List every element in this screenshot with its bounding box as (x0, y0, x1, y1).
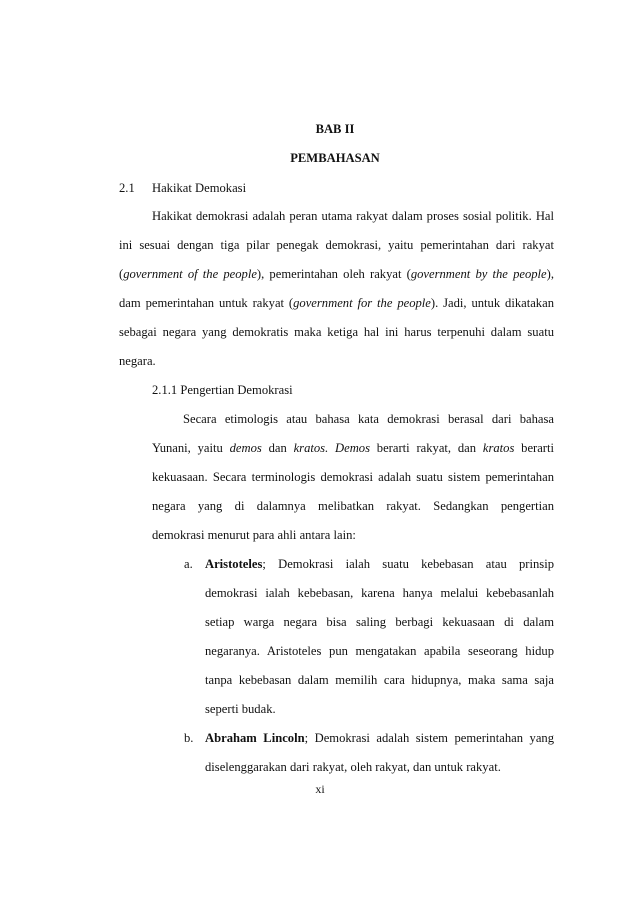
list-item-line: seperti budak. (205, 702, 276, 716)
list-item-line: diselenggarakan dari rakyat, oleh rakyat, dan untuk rakyat. (205, 760, 501, 774)
italic-phrase: government of the people (123, 267, 257, 281)
italic-phrase: government by the people (410, 267, 547, 281)
chapter-label: BAB II (315, 122, 355, 136)
paragraph-line: ini sesuai dengan tiga pilar penegak demokrasi, yaitu pemerintahan dari rakyat (119, 238, 554, 252)
list-item: Abraham Lincoln; Demokrasi adalah sistem pemerintahan yang (205, 731, 555, 745)
italic-phrase: demos (229, 441, 262, 455)
chapter-title: PEMBAHASAN (290, 151, 380, 165)
page-number: xi (315, 782, 325, 796)
paragraph-line: sebagai negara yang demokratis maka ketiga hal ini harus terpenuhi dalam suatu (119, 325, 554, 339)
list-marker: b. (184, 731, 194, 745)
list-item-line: demokrasi ialah kebebasan, karena hanya melalui kebebasanlah (205, 586, 554, 600)
paragraph-line: (government of the people), pemerintahan oleh rakyat (government by the people), (119, 267, 554, 281)
paragraph-line: Secara etimologis atau bahasa kata demokrasi berasal dari bahasa (183, 412, 554, 426)
paragraph-line: kekuasaan. Secara terminologis demokrasi adalah suatu sistem pemerintahan (152, 470, 554, 484)
list-marker: a. (184, 557, 193, 571)
paragraph-line: negara. (119, 354, 156, 368)
paragraph-line: Hakikat demokrasi adalah peran utama rakyat dalam proses sosial politik. Hal (152, 209, 554, 223)
paragraph-line: Yunani, yaitu demos dan kratos. Demos berarti rakyat, dan kratos berarti (152, 441, 555, 455)
list-item: Aristoteles; Demokrasi ialah suatu kebebasan atau prinsip (205, 557, 554, 571)
paragraph-line: demokrasi menurut para ahli antara lain: (152, 528, 356, 542)
subsection-heading: 2.1.1 Pengertian Demokrasi (152, 383, 293, 397)
list-item-line: setiap warga negara bisa saling berbagi kekuasaan di dalam (205, 615, 554, 629)
list-item-line: tanpa kebebasan dalam memilih cara hidupnya, maka sama saja (205, 673, 554, 687)
italic-phrase: kratos. Demos (293, 441, 370, 455)
expert-name: Abraham Lincoln (205, 731, 305, 745)
list-item-line: negaranya. Aristoteles pun mengatakan apabila seseorang hidup (205, 644, 554, 658)
italic-phrase: kratos (482, 441, 515, 455)
expert-name: Aristoteles (205, 557, 263, 571)
section-number: 2.1 (119, 181, 135, 195)
paragraph-line: dam pemerintahan untuk rakyat (government for the people). Jadi, untuk dikatakan (119, 296, 554, 310)
paragraph-line: negara yang di dalamnya melibatkan rakyat. Sedangkan pengertian (152, 499, 554, 513)
italic-phrase: government for the people (293, 296, 431, 310)
section-title: Hakikat Demokasi (152, 181, 247, 195)
